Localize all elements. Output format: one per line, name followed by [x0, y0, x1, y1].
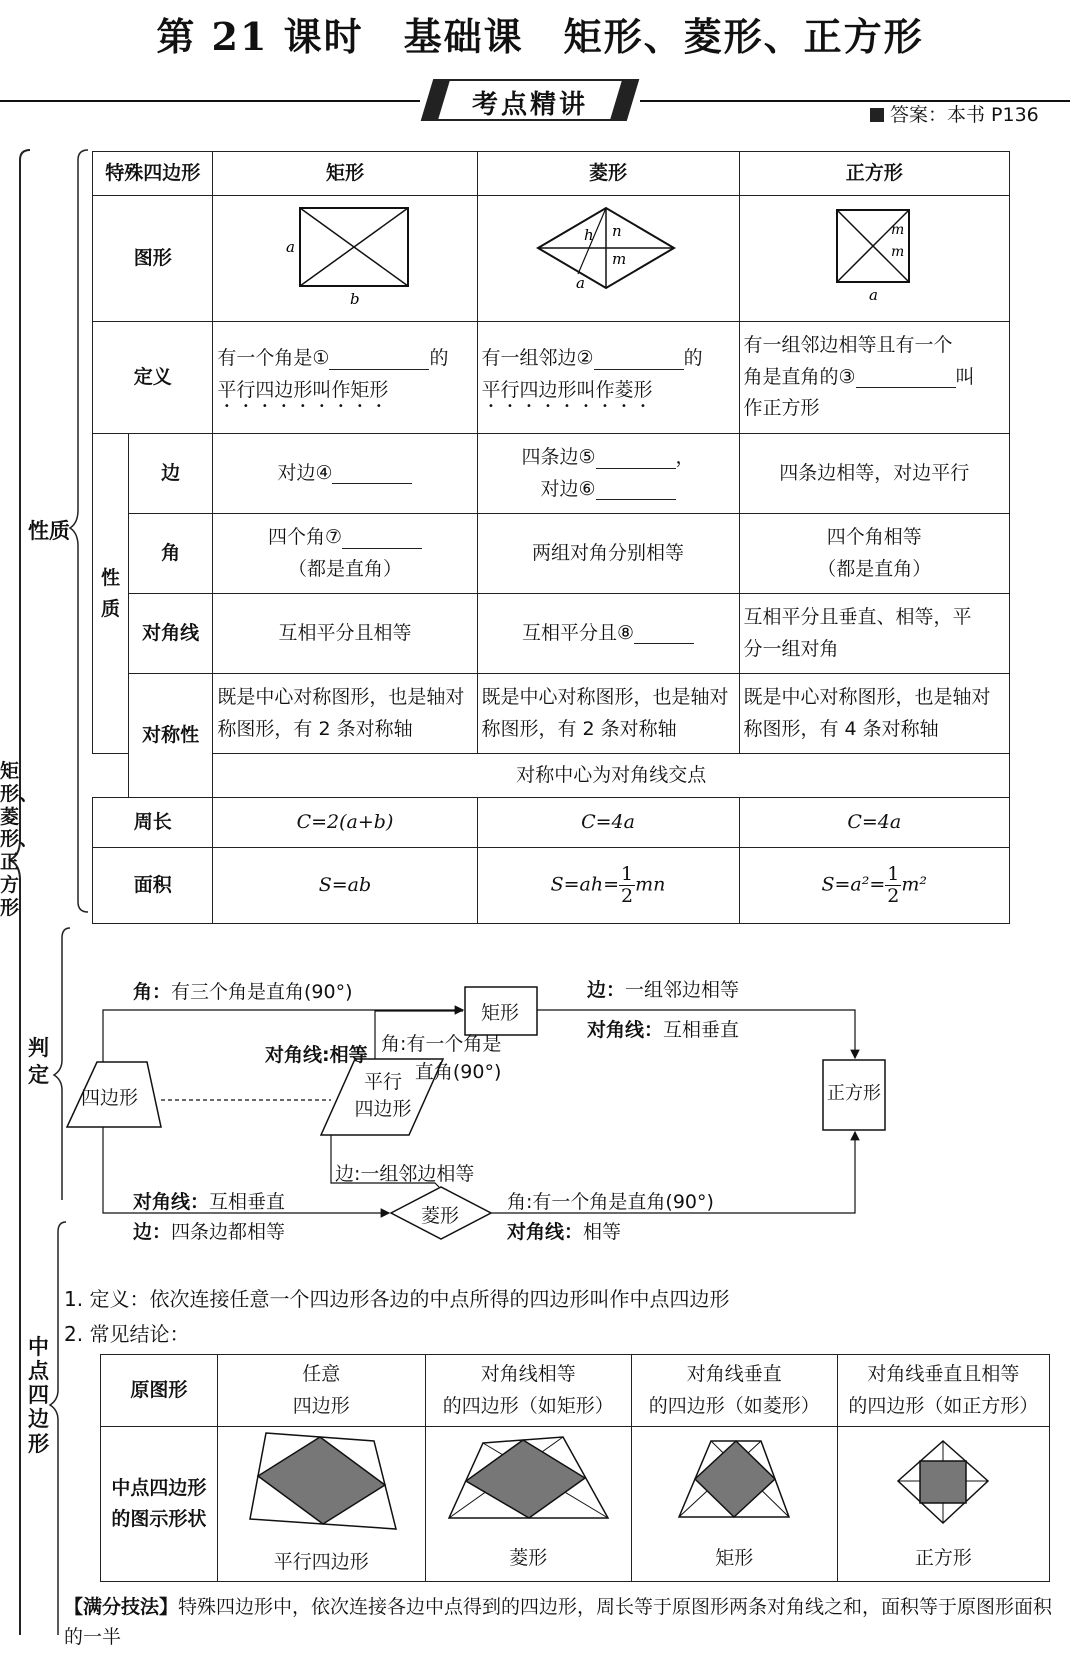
mid-header-perp-equal: [837, 1355, 1049, 1427]
judgement-flowchart: [55, 965, 1075, 1265]
square-sides: 四条边相等，对边平行: [739, 434, 1010, 514]
label-text: 直角(90°): [414, 1060, 502, 1083]
flow-label-1: [133, 977, 353, 1004]
midpoint-rectangle-figure: [649, 1433, 819, 1533]
square-area: [739, 848, 1010, 924]
rhombus-figure: [508, 198, 708, 308]
outer-side-label: 矩形、菱形、正方形: [0, 760, 39, 919]
prop-inner-label: 性质: [93, 434, 129, 754]
fig-label-m: m: [612, 250, 627, 269]
flow-label-7: [133, 1187, 285, 1214]
mid-caption: 菱形: [509, 1547, 548, 1570]
rhombus-symmetry: 既是中心对称图形，也是轴对称图形，有 2 条对称轴: [477, 674, 739, 754]
diag-text: 互相平分且⑧: [521, 621, 635, 644]
node-text: 平行: [363, 1071, 402, 1093]
label-text: 相等: [583, 1221, 622, 1243]
def-text: 平行四边形叫作菱形: [481, 378, 653, 401]
header-cell: 菱形: [477, 152, 739, 196]
rhombus-perimeter: C=4a: [477, 798, 739, 848]
fig-label-n: n: [612, 222, 622, 241]
blank-7[interactable]: [342, 527, 422, 549]
row-label-definition: 定义: [93, 322, 213, 434]
def-text: 的: [429, 347, 449, 370]
page-title: 第 21 课时 基础课 矩形、菱形、正方形: [156, 14, 924, 59]
answer-ref: [870, 100, 1039, 127]
rhombus-area: [477, 848, 739, 924]
blank-3[interactable]: [856, 366, 956, 388]
diag-text: 互相平分且垂直、相等，平: [743, 606, 972, 629]
header-cell: 特殊四边形: [93, 152, 213, 196]
area-text: S=a²=: [821, 873, 886, 896]
label-text: 四条边都相等: [171, 1221, 286, 1243]
flow-label-10: [507, 1217, 621, 1244]
rect-diagonals: 互相平分且相等: [213, 594, 477, 674]
def-text: 有一个角是①: [217, 347, 330, 370]
tip-text: 特殊四边形中，依次连接各边中点得到的四边形，周长等于原图形两条对角线之和，面积等于原图形面积的一半: [64, 1596, 1053, 1649]
header-text: 任意: [302, 1363, 341, 1386]
rect-area: S=ab: [213, 848, 477, 924]
label-text: 角:有一个角是: [381, 1033, 502, 1055]
area-text: m²: [901, 873, 928, 896]
blank-4[interactable]: [332, 462, 412, 484]
def-text: 的: [683, 347, 703, 370]
node-quadrilateral: 四边形: [81, 1087, 139, 1109]
mid-cell-rectangle: [631, 1427, 837, 1582]
midpoint-conclusions: 2. 常见结论：: [64, 1322, 190, 1346]
midpoint-table: [100, 1354, 1050, 1582]
tip-box: [64, 1592, 1054, 1653]
flow-label-9: 角:有一个角是直角(90°): [507, 1191, 714, 1213]
area-text: S=ah=: [550, 873, 620, 896]
header-text: 的四边形（如矩形）: [442, 1394, 614, 1417]
angles-text: 四个角⑦: [267, 526, 342, 549]
row-label-figure: 图形: [93, 196, 213, 322]
rhombus-definition: [477, 322, 739, 434]
square-perimeter: C=4a: [739, 798, 1010, 848]
label-bold: 对角线：: [507, 1221, 584, 1243]
diag-text: 分一组对角: [743, 637, 839, 660]
header-cell: 正方形: [739, 152, 1010, 196]
mid-header-origin: 原图形: [101, 1355, 218, 1427]
square-diagonals: [739, 594, 1010, 674]
mid-caption: 矩形: [715, 1547, 754, 1570]
blank-8[interactable]: [634, 622, 694, 644]
mid-cell-rhombus: [425, 1427, 631, 1582]
header-text: 四边形: [292, 1394, 350, 1417]
header-text: 的四边形（如菱形）: [648, 1394, 820, 1417]
def-text: 角是直角的③: [743, 365, 856, 388]
frac-den: 2: [621, 885, 634, 907]
tip-label: 【满分技法】: [64, 1596, 179, 1618]
label-text: 中点四边形: [111, 1476, 207, 1499]
label-bold: 对角线：: [133, 1191, 210, 1213]
square-figure-cell: [739, 196, 1010, 322]
label-text: 一组邻边相等: [625, 979, 740, 1001]
rhombus-diagonals: [477, 594, 739, 674]
rhombus-angles: 两组对角分别相等: [477, 514, 739, 594]
square-angles: [739, 514, 1010, 594]
flow-label-5: [587, 1015, 739, 1042]
mid-caption: 平行四边形: [273, 1551, 369, 1574]
rect-definition: [213, 322, 477, 434]
fig-label-a: a: [285, 238, 295, 257]
fig-label-m: m: [891, 244, 905, 261]
label-text: 互相垂直: [663, 1019, 740, 1041]
label-bold: 对角线：: [587, 1019, 664, 1041]
row-label-diagonal: 对角线: [128, 594, 213, 674]
symmetry-center: 对称中心为对角线交点: [213, 754, 1010, 798]
mid-row-label: [101, 1427, 218, 1582]
frac-num: 1: [621, 863, 634, 886]
sides-text: 对边④: [277, 461, 333, 484]
fig-label-a: a: [576, 274, 585, 293]
sides-text: 四条边⑤: [521, 446, 596, 469]
header-cell: 矩形: [213, 152, 477, 196]
flow-label-3: [381, 1031, 501, 1086]
row-label-symmetry: 对称性: [128, 674, 213, 798]
rectangle-figure: [270, 198, 420, 308]
label-bold: 角：: [133, 981, 172, 1003]
rect-angles: [213, 514, 477, 594]
def-text: 平行四边形叫作矩形: [217, 378, 389, 401]
label-text: 的图示形状: [111, 1507, 207, 1530]
angles-text: （都是直角）: [817, 557, 932, 580]
rhombus-figure-cell: [477, 196, 739, 322]
flow-label-8: [133, 1217, 285, 1244]
answer-icon: [870, 108, 884, 122]
judge-side-label: 判定: [28, 1036, 49, 1088]
midpoint-parallelogram-figure: [236, 1429, 406, 1537]
properties-table: [92, 151, 1010, 924]
mid-header-equal-diag: [425, 1355, 631, 1427]
blank-1[interactable]: [329, 348, 429, 370]
empty-cell: [93, 754, 129, 798]
label-text: 有三个角是直角(90°): [171, 981, 353, 1003]
def-text: 作正方形: [743, 397, 820, 420]
rect-figure-cell: [213, 196, 477, 322]
row-label-perimeter: 周长: [93, 798, 213, 848]
flow-label-4: [587, 975, 739, 1002]
frac-den: 2: [887, 885, 900, 907]
label-bold: 边：: [587, 979, 626, 1001]
header-text: 对角线垂直且相等: [867, 1363, 1020, 1386]
midpoint-square-figure: [858, 1433, 1028, 1533]
frac-num: 1: [887, 863, 900, 886]
banner-text: 考点精讲: [471, 90, 588, 120]
square-figure: [799, 198, 949, 308]
header-text: 对角线相等: [480, 1363, 576, 1386]
node-rhombus: 菱形: [421, 1205, 460, 1227]
mid-side-label: 中点四边形: [28, 1335, 49, 1456]
mid-header-perp-diag: [631, 1355, 837, 1427]
sides-text: 对边⑥: [540, 477, 596, 500]
mid-cell-square: [837, 1427, 1049, 1582]
area-text: mn: [635, 873, 666, 896]
rect-sides: [213, 434, 477, 514]
fraction: [885, 864, 901, 907]
midpoint-definition: 1. 定义：依次连接任意一个四边形各边的中点所得的四边形叫作中点四边形: [64, 1287, 730, 1311]
section-banner: [420, 78, 640, 122]
blank-5[interactable]: [596, 447, 676, 469]
node-rectangle: 矩形: [481, 1002, 520, 1024]
angles-text: （都是直角）: [287, 557, 402, 580]
row-label-side: 边: [128, 434, 213, 514]
fig-label-h: h: [584, 226, 594, 245]
mid-caption: 正方形: [914, 1547, 972, 1570]
flow-label-6: 边:一组邻边相等: [335, 1163, 475, 1185]
props-side-label: 性质: [28, 519, 70, 543]
label-bold: 边：: [133, 1221, 172, 1243]
row-label-area: 面积: [93, 848, 213, 924]
midpoint-rhombus-figure: [443, 1433, 613, 1533]
fraction: [619, 864, 635, 907]
def-text: 叫: [955, 365, 975, 388]
node-square: 正方形: [827, 1083, 881, 1104]
rhombus-sides: 四条边⑤ ， 对边⑥: [477, 434, 739, 514]
mid-header-any: [217, 1355, 425, 1427]
label-text: 互相垂直: [209, 1191, 286, 1213]
blank-2[interactable]: [594, 348, 684, 370]
def-text: 有一组邻边相等且有一个: [743, 334, 953, 357]
def-text: 有一组邻边②: [481, 347, 594, 370]
header-text: 的四边形（如正方形）: [848, 1394, 1039, 1417]
square-symmetry: 既是中心对称图形，也是轴对称图形，有 4 条对称轴: [739, 674, 1010, 754]
answer-text: 答案：本书 P136: [890, 104, 1039, 126]
angles-text: 四个角相等: [826, 526, 922, 549]
mid-cell-parallelogram: [217, 1427, 425, 1582]
flow-label-2: 对角线:相等: [265, 1044, 368, 1066]
row-label-angle: 角: [128, 514, 213, 594]
fig-label-b: b: [349, 290, 360, 309]
fig-label-a: a: [869, 286, 879, 305]
header-text: 对角线垂直: [686, 1363, 782, 1386]
fig-label-m: m: [891, 222, 905, 239]
rect-perimeter: C=2(a+b): [213, 798, 477, 848]
blank-6[interactable]: [596, 478, 676, 500]
node-text: 四边形: [354, 1097, 412, 1120]
square-definition: [739, 322, 1010, 434]
rect-symmetry: 既是中心对称图形，也是轴对称图形，有 2 条对称轴: [213, 674, 477, 754]
